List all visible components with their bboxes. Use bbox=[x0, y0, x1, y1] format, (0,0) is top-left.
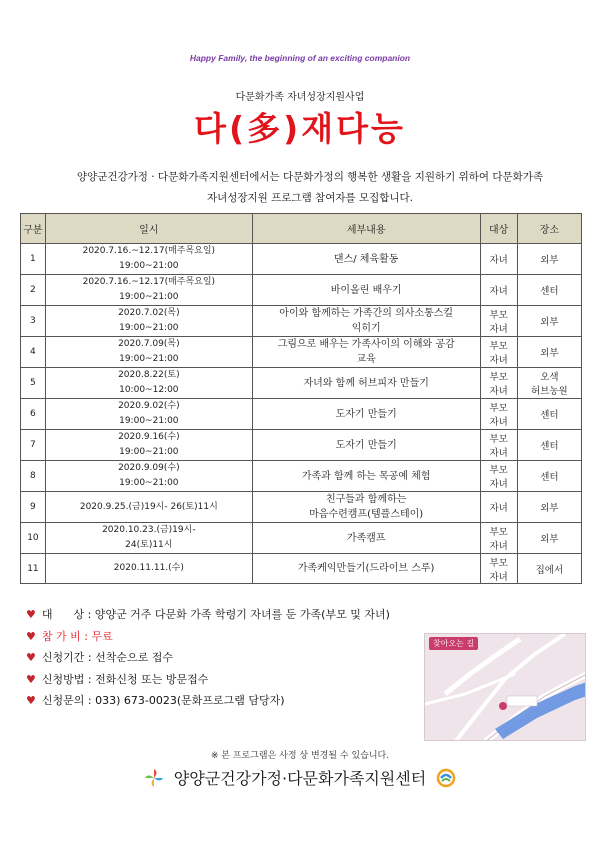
cell-num-line: 11 bbox=[27, 563, 39, 574]
cell-date bbox=[45, 492, 252, 523]
cell-place bbox=[517, 306, 581, 337]
cell-target bbox=[480, 244, 517, 275]
cell-num-line: 7 bbox=[30, 440, 36, 450]
cell-date-line: 19:00~21:00 bbox=[119, 478, 179, 488]
cell-num bbox=[21, 461, 46, 492]
info-fee bbox=[26, 626, 390, 648]
cell-date-line: 2020.10.23.(금)19시- bbox=[102, 525, 196, 535]
cell-num bbox=[21, 492, 46, 523]
cell-target-line: 자녀 bbox=[489, 541, 508, 552]
cell-target-line: 부모 bbox=[489, 527, 508, 538]
cell-num-line: 9 bbox=[30, 502, 36, 512]
cell-target-line: 자녀 bbox=[489, 448, 508, 459]
cell-target bbox=[480, 337, 517, 368]
cell-num bbox=[21, 523, 46, 554]
info-fee-value: : 무료 bbox=[84, 629, 113, 643]
cell-place-line: 외부 bbox=[540, 348, 559, 359]
cell-num bbox=[21, 244, 46, 275]
cell-target-line: 자녀 bbox=[489, 386, 508, 397]
cell-target-line: 부모 bbox=[489, 403, 508, 414]
cell-place bbox=[517, 492, 581, 523]
cell-detail-line: 친구들과 함께하는 bbox=[325, 494, 407, 505]
header-place: 장소 bbox=[517, 214, 581, 244]
cell-place-line: 허브농원 bbox=[531, 386, 568, 397]
info-method bbox=[26, 669, 390, 691]
info-contact-value: : 033) 673-0023(문화프로그램 담당자) bbox=[87, 694, 285, 707]
cell-detail bbox=[252, 306, 480, 337]
cell-place bbox=[517, 244, 581, 275]
table-row bbox=[21, 244, 582, 275]
header-detail: 세부내용 bbox=[252, 214, 480, 244]
cell-place bbox=[517, 368, 581, 399]
cell-place-line: 외부 bbox=[540, 255, 559, 266]
cell-num bbox=[21, 430, 46, 461]
table-row bbox=[21, 337, 582, 368]
cell-date-line: 2020.9.02(수) bbox=[118, 401, 180, 411]
cell-detail-line: 아이와 함께하는 가족간의 의사소통스킬 bbox=[279, 308, 454, 319]
info-target-label: 대 상 bbox=[41, 608, 85, 621]
cell-date bbox=[45, 399, 252, 430]
table-row bbox=[21, 554, 582, 584]
cell-num-line: 6 bbox=[30, 409, 36, 419]
info-list bbox=[26, 604, 390, 712]
cell-target bbox=[480, 430, 517, 461]
cell-target-line: 부모 bbox=[489, 341, 508, 352]
cell-detail bbox=[252, 337, 480, 368]
info-method-label: 신청방법 bbox=[41, 672, 85, 686]
heart-icon: ♥ bbox=[26, 608, 36, 621]
cell-date bbox=[45, 244, 252, 275]
cell-num-line: 1 bbox=[30, 254, 36, 264]
cell-num-line: 8 bbox=[30, 471, 36, 481]
table-body bbox=[21, 244, 582, 584]
cell-target bbox=[480, 368, 517, 399]
table-row bbox=[21, 461, 582, 492]
cell-target bbox=[480, 399, 517, 430]
cell-place bbox=[517, 275, 581, 306]
cell-date bbox=[45, 523, 252, 554]
cell-num-line: 5 bbox=[30, 378, 36, 388]
cell-detail-line: 가족케익만들기(드라이브 스루) bbox=[297, 563, 435, 574]
cell-place-line: 센터 bbox=[540, 441, 559, 452]
info-period-value: : 선착순으로 접수 bbox=[87, 651, 173, 664]
table-row bbox=[21, 368, 582, 399]
table-row bbox=[21, 492, 582, 523]
cell-num bbox=[21, 306, 46, 337]
header-date: 일시 bbox=[45, 214, 252, 244]
subtitle: 다문화가족 자녀성장지원사업 bbox=[235, 92, 365, 103]
cell-place-line: 집에서 bbox=[535, 564, 564, 576]
cell-target-line: 부모 bbox=[489, 434, 508, 445]
cell-detail-line: 교육 bbox=[356, 354, 376, 365]
cell-date-line: 2020.9.16(수) bbox=[118, 432, 180, 442]
cell-date-line: 2020.7.16.~12.17(매주목요일) bbox=[82, 246, 216, 256]
cell-target bbox=[480, 306, 517, 337]
cell-date-line: 2020.11.11.(수) bbox=[113, 563, 184, 573]
cell-place-line: 센터 bbox=[540, 410, 559, 421]
cell-detail bbox=[252, 430, 480, 461]
table-row bbox=[21, 399, 582, 430]
cell-date-line: 19:00~21:00 bbox=[119, 261, 179, 271]
intro-line-1: 양양군건강가정 · 다문화가족지원센터에서는 다문화가정의 행복한 생활을 지원하기 위하여 다문화가족 bbox=[76, 171, 544, 183]
cell-target-line: 자녀 bbox=[489, 503, 508, 514]
cell-detail bbox=[252, 275, 480, 306]
cell-date-line: 10:00~12:00 bbox=[119, 385, 179, 395]
cell-detail bbox=[252, 399, 480, 430]
intro-line-2: 자녀성장지원 프로그램 참여자를 모집합니다. bbox=[206, 192, 414, 204]
cell-place-line: 오색 bbox=[540, 372, 559, 383]
cell-target bbox=[480, 275, 517, 306]
header-target: 대상 bbox=[480, 214, 517, 244]
cell-date-line: 2020.7.09(목) bbox=[118, 339, 180, 349]
cell-detail-line: 그림으로 배우는 가족사이의 이해와 공감 bbox=[277, 339, 455, 350]
cell-target-line: 자녀 bbox=[489, 324, 508, 335]
cell-date bbox=[45, 337, 252, 368]
cell-detail bbox=[252, 244, 480, 275]
cell-date bbox=[45, 368, 252, 399]
cell-place-line: 외부 bbox=[540, 534, 559, 545]
cell-date bbox=[45, 461, 252, 492]
info-fee-label: 참 가 비 bbox=[41, 629, 81, 643]
table-row bbox=[21, 523, 582, 554]
cell-target bbox=[480, 461, 517, 492]
cell-target-line: 자녀 bbox=[489, 479, 508, 490]
cell-place bbox=[517, 430, 581, 461]
cell-num-line: 2 bbox=[30, 285, 36, 295]
cell-target-line: 자녀 bbox=[489, 255, 508, 266]
cell-num bbox=[21, 554, 46, 584]
cell-date-line: 2020.8.22(토) bbox=[118, 370, 180, 380]
cell-target-line: 자녀 bbox=[489, 355, 508, 366]
info-period-label: 신청기간 bbox=[41, 651, 85, 664]
cell-num-line: 3 bbox=[30, 316, 36, 326]
cell-detail bbox=[252, 461, 480, 492]
cell-detail-line: 가족과 함께 하는 목공예 체험 bbox=[301, 470, 431, 482]
cell-detail bbox=[252, 523, 480, 554]
center-logo-icon bbox=[436, 768, 456, 788]
footer bbox=[0, 766, 600, 792]
info-contact bbox=[26, 690, 390, 712]
cell-num bbox=[21, 337, 46, 368]
cell-place-line: 외부 bbox=[540, 317, 559, 328]
info-period bbox=[26, 647, 390, 669]
location-map bbox=[424, 633, 586, 741]
table-header-row bbox=[21, 214, 582, 244]
cell-date-line: 2020.9.09(수) bbox=[118, 463, 180, 473]
cell-date-line: 19:00~21:00 bbox=[119, 354, 179, 364]
cell-detail-line: 익히기 bbox=[351, 323, 381, 334]
info-method-value: : 전화신청 또는 방문접수 bbox=[87, 672, 209, 686]
cell-place bbox=[517, 523, 581, 554]
cell-detail bbox=[252, 368, 480, 399]
heart-icon: ♥ bbox=[26, 694, 36, 707]
cell-num bbox=[21, 368, 46, 399]
table-row bbox=[21, 430, 582, 461]
cell-target bbox=[480, 523, 517, 554]
cell-target-line: 부모 bbox=[489, 310, 508, 321]
cell-place-line: 센터 bbox=[540, 472, 559, 483]
notice-text: ※ 본 프로그램은 사정 상 변경될 수 있습니다. bbox=[210, 751, 390, 761]
cell-target bbox=[480, 554, 517, 584]
cell-num-line: 10 bbox=[27, 533, 39, 543]
cell-detail-line: 마음수련캠프(템플스테이) bbox=[309, 509, 424, 520]
info-target-value: : 양양군 거주 다문화 가족 학령기 자녀를 둔 가족(부모 및 자녀) bbox=[87, 608, 390, 621]
intro-text bbox=[40, 167, 580, 209]
info-target bbox=[26, 604, 390, 626]
cell-detail-line: 가족캠프 bbox=[346, 532, 386, 544]
info-contact-label: 신청문의 bbox=[41, 694, 85, 707]
cell-date-line: 19:00~21:00 bbox=[119, 292, 179, 302]
footer-center-name: 양양군건강가정·다문화가족지원센터 bbox=[173, 769, 427, 788]
cell-date bbox=[45, 306, 252, 337]
cell-detail-line: 자녀와 함께 허브피자 만들기 bbox=[303, 377, 429, 389]
cell-target-line: 자녀 bbox=[489, 417, 508, 428]
heart-icon: ♥ bbox=[26, 651, 36, 664]
table-row bbox=[21, 275, 582, 306]
cell-target-line: 부모 bbox=[489, 557, 508, 569]
table-row bbox=[21, 306, 582, 337]
cell-place bbox=[517, 554, 581, 584]
cell-num bbox=[21, 275, 46, 306]
cell-detail-line: 바이올린 배우기 bbox=[330, 284, 402, 296]
map-title: 찾아오는 길 bbox=[429, 637, 478, 650]
cell-date bbox=[45, 430, 252, 461]
cell-target-line: 자녀 bbox=[489, 286, 508, 297]
cell-detail-line: 도자기 만들기 bbox=[335, 408, 397, 420]
cell-target-line: 부모 bbox=[489, 465, 508, 476]
cell-num-line: 4 bbox=[30, 347, 36, 357]
cell-date-line: 19:00~21:00 bbox=[119, 447, 179, 457]
cell-detail bbox=[252, 492, 480, 523]
cell-place bbox=[517, 461, 581, 492]
cell-date bbox=[45, 275, 252, 306]
schedule-table bbox=[20, 213, 582, 584]
cell-detail bbox=[252, 554, 480, 584]
heart-icon: ♥ bbox=[26, 629, 36, 643]
cell-place bbox=[517, 337, 581, 368]
cell-target-line: 자녀 bbox=[489, 571, 508, 583]
pinwheel-logo-icon bbox=[144, 768, 164, 788]
cell-place-line: 센터 bbox=[540, 286, 559, 297]
cell-date-line: 19:00~21:00 bbox=[119, 416, 179, 426]
cell-target-line: 부모 bbox=[489, 372, 508, 383]
cell-date bbox=[45, 554, 252, 584]
cell-date-line: 24(토)11시 bbox=[125, 540, 173, 550]
cell-place-line: 외부 bbox=[540, 503, 559, 514]
cell-detail-line: 도자기 만들기 bbox=[335, 439, 397, 451]
map-graphic bbox=[425, 634, 586, 741]
map-pin-icon bbox=[499, 702, 507, 710]
cell-date-line: 19:00~21:00 bbox=[119, 323, 179, 333]
cell-date-line: 2020.9.25.(금)19시- 26(토)11시 bbox=[79, 501, 218, 512]
cell-date-line: 2020.7.02(목) bbox=[118, 308, 180, 318]
page-title: 다(多)재다능 bbox=[194, 109, 406, 148]
cell-date-line: 2020.7.16.~12.17(매주목요일) bbox=[82, 277, 216, 287]
cell-detail-line: 댄스/ 체육활동 bbox=[333, 253, 399, 265]
cell-num bbox=[21, 399, 46, 430]
cell-target bbox=[480, 492, 517, 523]
cell-place bbox=[517, 399, 581, 430]
header-num: 구분 bbox=[21, 214, 46, 244]
heart-icon: ♥ bbox=[26, 672, 36, 686]
tagline: Happy Family, the beginning of an exciting companion bbox=[189, 53, 411, 63]
